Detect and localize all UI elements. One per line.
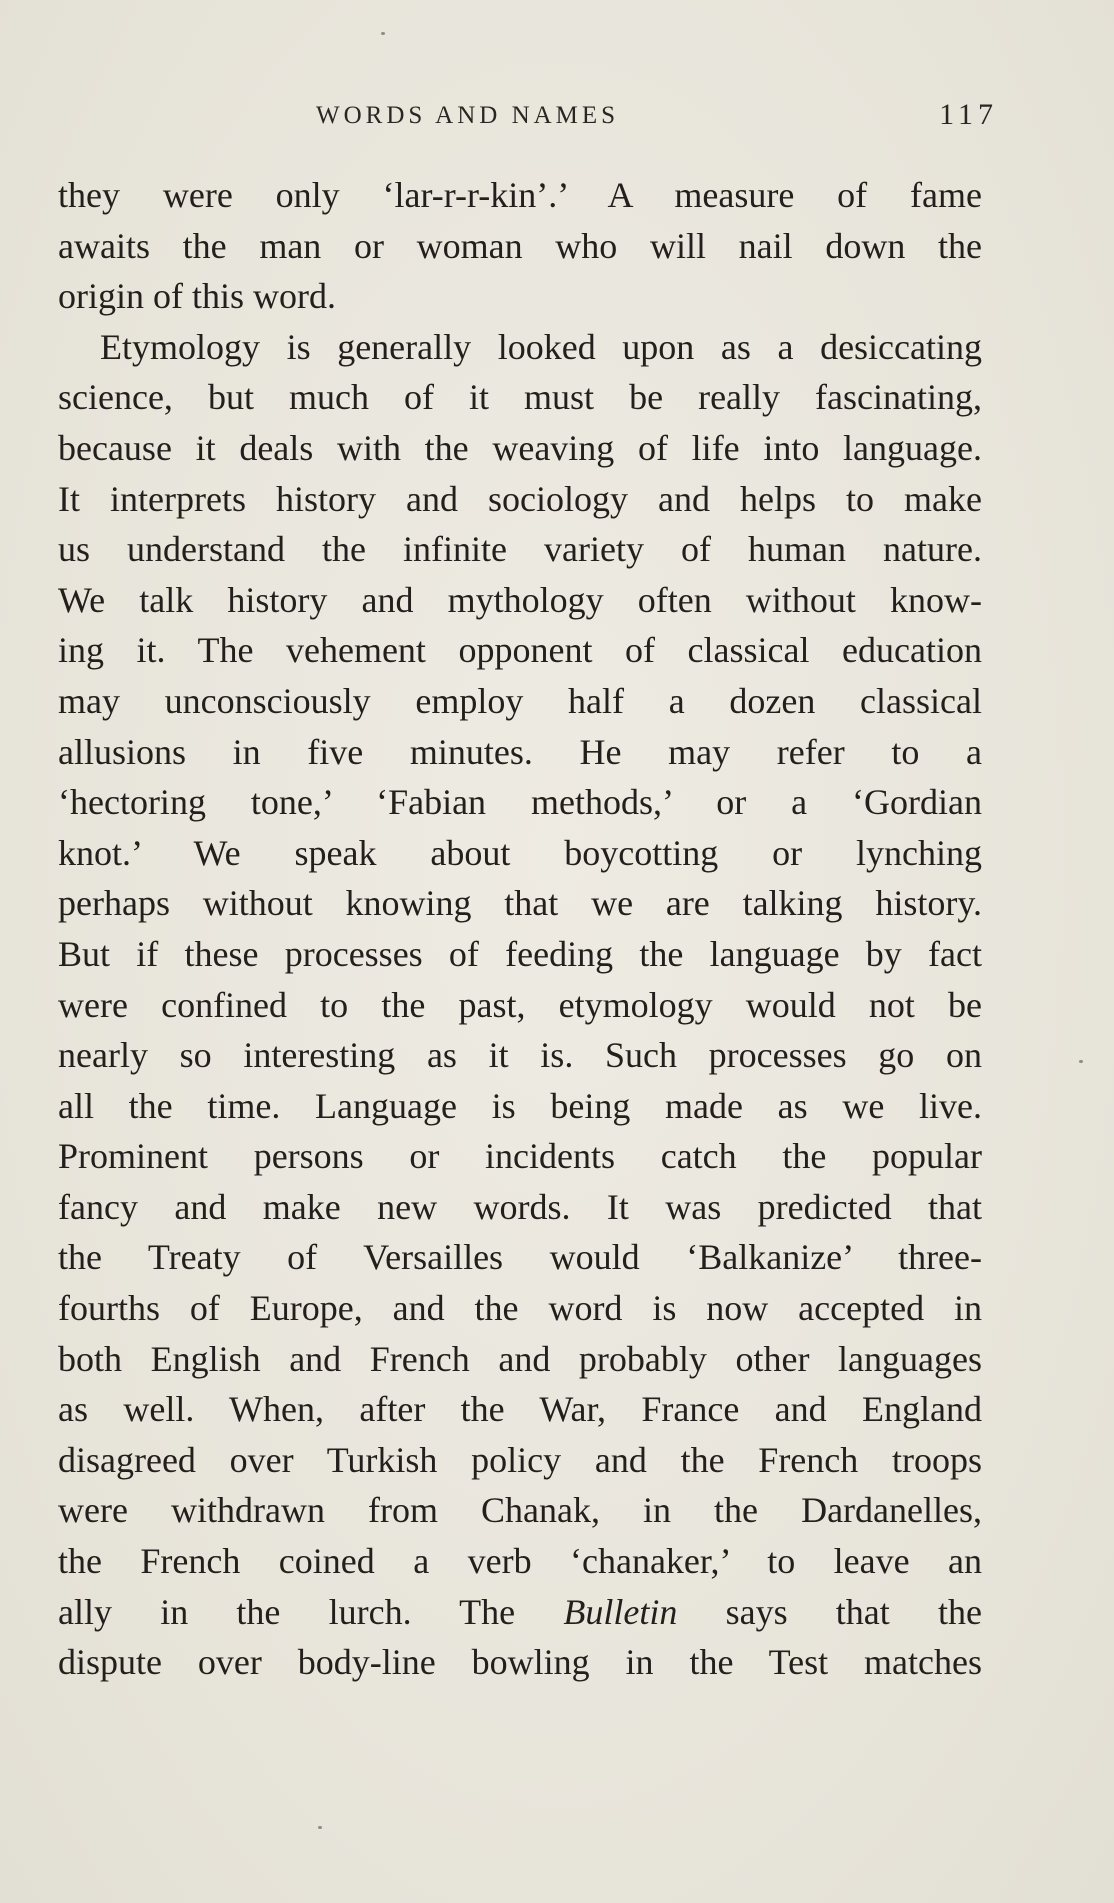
text-line: ‘hectoring tone,’ ‘Fabian methods,’ or a ‘Gordian — [58, 782, 982, 823]
text-line: origin of this word. — [58, 276, 336, 317]
text-line: ing it. The vehement opponent of classical education — [58, 630, 982, 671]
text-line: perhaps without knowing that we are talking history. — [58, 883, 982, 924]
text-line: were withdrawn from Chanak, in the Dardanelles, — [58, 1490, 982, 1531]
text-line: all the time. Language is being made as we live. — [58, 1085, 982, 1126]
text-line: Etymology is generally looked upon as a desiccating — [100, 326, 982, 367]
text-line: may unconsciously employ half a dozen classical — [58, 680, 982, 721]
paper-speck — [1079, 1060, 1083, 1063]
text-line: were confined to the past, etymology would not be — [58, 984, 982, 1025]
text-line: knot.’ We speak about boycotting or lynching — [58, 832, 982, 873]
text-line — [58, 1587, 982, 1638]
text-line: allusions in five minutes. He may refer to a — [58, 731, 982, 772]
paper-speck — [318, 1826, 322, 1829]
text-line: dispute over body-line bowling in the Test matches — [58, 1642, 982, 1683]
text-line: We talk history and mythology often without know- — [58, 579, 982, 620]
page-number: 117 — [939, 98, 998, 131]
text-segment: says that the — [677, 1591, 982, 1632]
text-line: as well. When, after the War, France and England — [58, 1389, 982, 1430]
text-line: both English and French and probably other languages — [58, 1338, 982, 1379]
body-text — [58, 170, 982, 1688]
text-line: It interprets history and sociology and helps to make — [58, 478, 982, 519]
text-line: awaits the man or woman who will nail down the — [58, 225, 982, 266]
text-line: nearly so interesting as it is. Such processes go on — [58, 1035, 982, 1076]
text-line: Prominent persons or incidents catch the popular — [58, 1136, 982, 1177]
text-line: they were only ‘lar-r-r-kin’.’ A measure of fame — [58, 175, 982, 215]
paper-speck — [381, 32, 385, 35]
text-line: the French coined a verb ‘chanaker,’ to leave an — [58, 1541, 982, 1582]
running-head — [316, 98, 998, 138]
running-title: WORDS AND NAMES — [316, 102, 620, 129]
italic-title: Bulletin — [563, 1591, 678, 1632]
text-segment: ally in the lurch. The — [58, 1591, 564, 1632]
text-line: fourths of Europe, and the word is now accepted in — [58, 1288, 982, 1329]
text-line: the Treaty of Versailles would ‘Balkanize’ three- — [58, 1237, 982, 1278]
text-line: But if these processes of feeding the language by fact — [58, 933, 982, 974]
text-line: us understand the infinite variety of human nature. — [58, 529, 982, 570]
text-line: science, but much of it must be really fascinating, — [58, 377, 982, 418]
text-line: disagreed over Turkish policy and the French troops — [58, 1439, 982, 1480]
text-line: fancy and make new words. It was predicted that — [58, 1186, 982, 1227]
text-line: because it deals with the weaving of life into language. — [58, 427, 982, 468]
